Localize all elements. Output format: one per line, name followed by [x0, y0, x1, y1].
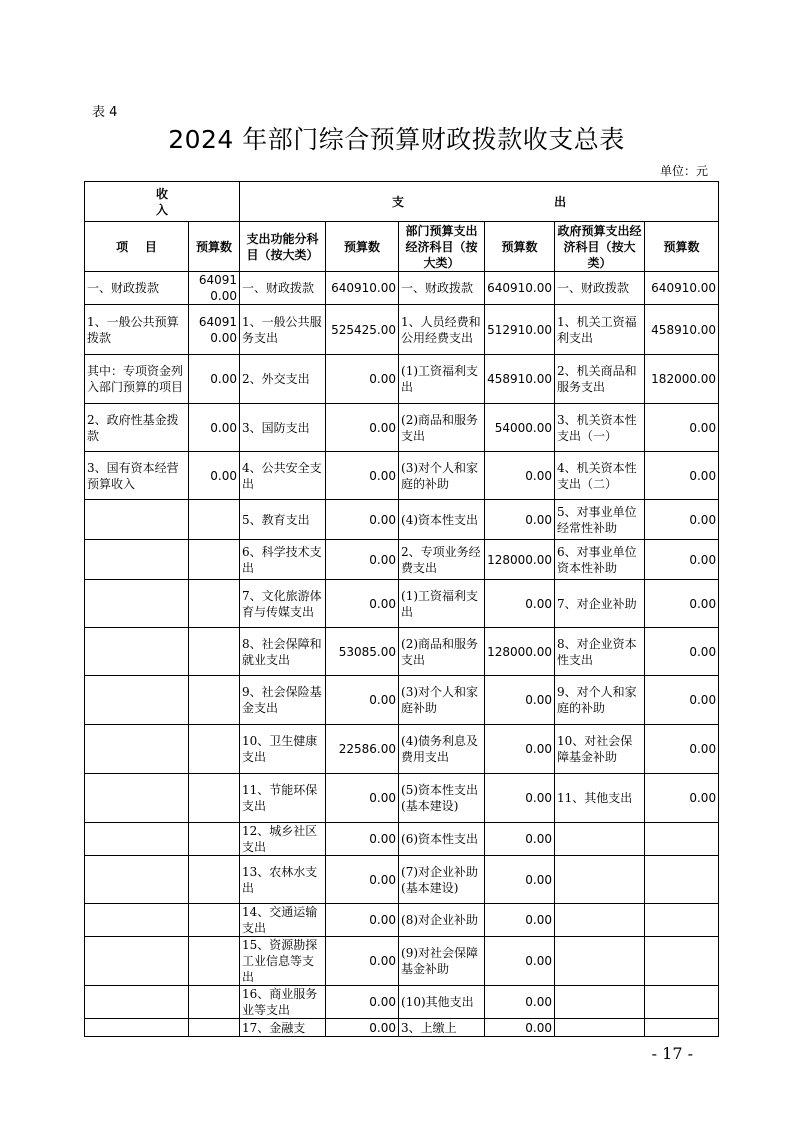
table-row	[85, 725, 719, 774]
gov-budget	[645, 823, 719, 856]
income-budget	[189, 986, 240, 1019]
func-item: 14、交通运输支出	[240, 904, 326, 937]
gov-budget: 0.00	[645, 725, 719, 774]
func-item: 11、节能环保支出	[240, 774, 326, 823]
dept-item: (1)工资福利支出	[399, 355, 485, 404]
dept-budget: 0.00	[485, 580, 555, 628]
dept-budget: 0.00	[485, 823, 555, 856]
table-row	[85, 823, 719, 856]
gov-item	[555, 904, 645, 937]
income-budget	[189, 676, 240, 725]
table-row	[85, 305, 719, 355]
dept-budget: 512910.00	[485, 305, 555, 355]
gov-item: 一、财政拨款	[555, 272, 645, 305]
dept-item: (3)对个人和家庭的补助	[399, 452, 485, 500]
dept-item: (6)资本性支出	[399, 823, 485, 856]
dept-item: (7)对企业补助(基本建设)	[399, 856, 485, 904]
dept-item: (1)工资福利支出	[399, 580, 485, 628]
income-item	[85, 580, 189, 628]
income-budget: 640910.00	[189, 272, 240, 305]
gov-budget: 0.00	[645, 500, 719, 540]
income-budget: 0.00	[189, 404, 240, 452]
gov-budget: 0.00	[645, 580, 719, 628]
table-row	[85, 904, 719, 937]
income-item	[85, 823, 189, 856]
func-budget: 0.00	[326, 823, 399, 856]
dept-budget: 0.00	[485, 676, 555, 725]
func-item: 4、公共安全支出	[240, 452, 326, 500]
gov-budget	[645, 986, 719, 1019]
func-item: 10、卫生健康支出	[240, 725, 326, 774]
gov-item: 11、其他支出	[555, 774, 645, 823]
col-budget-3: 预算数	[485, 222, 555, 272]
unit-label: 单位：元	[659, 164, 708, 178]
gov-budget: 182000.00	[645, 355, 719, 404]
col-dept-econ: 部门预算支出经济科目（按大类）	[399, 222, 485, 272]
func-budget: 0.00	[326, 540, 399, 580]
dept-item: (2)商品和服务支出	[399, 404, 485, 452]
func-budget: 22586.00	[326, 725, 399, 774]
col-func: 支出功能分科目（按大类）	[240, 222, 326, 272]
table-row	[85, 676, 719, 725]
dept-budget: 54000.00	[485, 404, 555, 452]
table-row	[85, 1019, 719, 1037]
page-title: 2024 年部门综合预算财政拨款收支总表	[168, 125, 625, 154]
gov-item: 2、机关商品和服务支出	[555, 355, 645, 404]
gov-item: 6、对事业单位资本性补助	[555, 540, 645, 580]
income-item	[85, 676, 189, 725]
dept-budget: 0.00	[485, 937, 555, 986]
income-budget	[189, 540, 240, 580]
func-item: 12、城乡社区支出	[240, 823, 326, 856]
table-row	[85, 355, 719, 404]
col-budget-1: 预算数	[189, 222, 240, 272]
gov-budget: 640910.00	[645, 272, 719, 305]
func-budget: 0.00	[326, 404, 399, 452]
func-budget: 0.00	[326, 676, 399, 725]
func-budget: 0.00	[326, 856, 399, 904]
func-budget: 0.00	[326, 1019, 399, 1037]
func-budget: 640910.00	[326, 272, 399, 305]
income-budget	[189, 856, 240, 904]
dept-budget: 0.00	[485, 774, 555, 823]
dept-budget: 0.00	[485, 500, 555, 540]
gov-item	[555, 823, 645, 856]
expense-header-right: 出	[554, 194, 567, 209]
func-item: 16、商业服务业等支出	[240, 986, 326, 1019]
gov-item: 7、对企业补助	[555, 580, 645, 628]
func-item: 2、外交支出	[240, 355, 326, 404]
expense-header	[240, 182, 719, 222]
gov-budget	[645, 856, 719, 904]
func-item: 3、国防支出	[240, 404, 326, 452]
dept-budget: 0.00	[485, 452, 555, 500]
income-budget: 640910.00	[189, 305, 240, 355]
income-item	[85, 1019, 189, 1037]
dept-budget: 640910.00	[485, 272, 555, 305]
func-item: 一、财政拨款	[240, 272, 326, 305]
gov-budget	[645, 937, 719, 986]
dept-item: 1、人员经费和公用经费支出	[399, 305, 485, 355]
func-budget: 53085.00	[326, 628, 399, 676]
func-budget: 0.00	[326, 452, 399, 500]
income-budget	[189, 823, 240, 856]
income-item: 其中：专项资金列入部门预算的项目	[85, 355, 189, 404]
gov-budget: 0.00	[645, 540, 719, 580]
gov-budget: 0.00	[645, 404, 719, 452]
table-row	[85, 774, 719, 823]
dept-budget: 128000.00	[485, 628, 555, 676]
gov-budget	[645, 904, 719, 937]
gov-budget: 458910.00	[645, 305, 719, 355]
table-row	[85, 404, 719, 452]
income-item: 1、一般公共预算拨款	[85, 305, 189, 355]
col-budget-4: 预算数	[645, 222, 719, 272]
dept-item: (5)资本性支出(基本建设)	[399, 774, 485, 823]
table-row	[85, 540, 719, 580]
func-item: 9、社会保险基金支出	[240, 676, 326, 725]
dept-budget: 0.00	[485, 856, 555, 904]
func-item: 7、文化旅游体育与传媒支出	[240, 580, 326, 628]
gov-item	[555, 986, 645, 1019]
col-budget-2: 预算数	[326, 222, 399, 272]
income-budget	[189, 774, 240, 823]
func-item: 1、一般公共服务支出	[240, 305, 326, 355]
func-budget: 525425.00	[326, 305, 399, 355]
table-row	[85, 452, 719, 500]
dept-item: (4)资本性支出	[399, 500, 485, 540]
income-item: 2、政府性基金拨款	[85, 404, 189, 452]
gov-item: 9、对个人和家庭的补助	[555, 676, 645, 725]
income-item: 一、财政拨款	[85, 272, 189, 305]
income-header: 收 入	[85, 182, 240, 222]
income-item	[85, 774, 189, 823]
gov-item: 3、机关资本性支出（一）	[555, 404, 645, 452]
table-row	[85, 500, 719, 540]
dept-budget: 458910.00	[485, 355, 555, 404]
dept-item: 3、上缴上	[399, 1019, 485, 1037]
income-item	[85, 540, 189, 580]
gov-item: 10、对社会保障基金补助	[555, 725, 645, 774]
gov-item: 5、对事业单位经常性补助	[555, 500, 645, 540]
func-item: 17、金融支	[240, 1019, 326, 1037]
dept-item: 2、专项业务经费支出	[399, 540, 485, 580]
gov-item	[555, 856, 645, 904]
func-budget: 0.00	[326, 355, 399, 404]
dept-item: (4)债务利息及费用支出	[399, 725, 485, 774]
page-number: - 17 -	[651, 1044, 693, 1063]
gov-item	[555, 1019, 645, 1037]
table-row	[85, 580, 719, 628]
table-row	[85, 628, 719, 676]
income-budget: 0.00	[189, 452, 240, 500]
gov-item: 8、对企业资本性支出	[555, 628, 645, 676]
gov-budget	[645, 1019, 719, 1037]
income-item	[85, 725, 189, 774]
income-item	[85, 904, 189, 937]
func-item: 8、社会保障和就业支出	[240, 628, 326, 676]
income-budget	[189, 628, 240, 676]
gov-budget: 0.00	[645, 774, 719, 823]
func-budget: 0.00	[326, 937, 399, 986]
table-row	[85, 986, 719, 1019]
gov-item: 4、机关资本性支出（二）	[555, 452, 645, 500]
func-budget: 0.00	[326, 904, 399, 937]
func-budget: 0.00	[326, 986, 399, 1019]
func-budget: 0.00	[326, 580, 399, 628]
dept-item: (10)其他支出	[399, 986, 485, 1019]
gov-budget: 0.00	[645, 452, 719, 500]
expense-header-left: 支	[392, 194, 405, 209]
income-budget	[189, 725, 240, 774]
income-budget	[189, 580, 240, 628]
income-budget: 0.00	[189, 355, 240, 404]
gov-budget: 0.00	[645, 628, 719, 676]
gov-item: 1、机关工资福利支出	[555, 305, 645, 355]
table-tag: 表 4	[92, 105, 118, 120]
func-item: 5、教育支出	[240, 500, 326, 540]
dept-budget: 0.00	[485, 725, 555, 774]
income-item	[85, 628, 189, 676]
income-item	[85, 500, 189, 540]
income-budget	[189, 1019, 240, 1037]
func-item: 6、科学技术支出	[240, 540, 326, 580]
table-row	[85, 937, 719, 986]
income-item: 3、国有资本经营预算收入	[85, 452, 189, 500]
dept-item: (9)对社会保障基金补助	[399, 937, 485, 986]
dept-item: (3)对个人和家庭补助	[399, 676, 485, 725]
func-budget: 0.00	[326, 500, 399, 540]
col-item: 项 目	[85, 222, 189, 272]
table-row	[85, 856, 719, 904]
dept-item: (2)商品和服务支出	[399, 628, 485, 676]
income-item	[85, 937, 189, 986]
income-item	[85, 856, 189, 904]
dept-item: 一、财政拨款	[399, 272, 485, 305]
dept-budget: 0.00	[485, 986, 555, 1019]
income-budget	[189, 500, 240, 540]
dept-budget: 0.00	[485, 904, 555, 937]
col-gov-econ: 政府预算支出经济科目（按大类）	[555, 222, 645, 272]
header-row-group	[85, 182, 719, 222]
func-item: 15、资源勘探工业信息等支出	[240, 937, 326, 986]
table-row	[85, 272, 719, 305]
income-budget	[189, 904, 240, 937]
gov-budget: 0.00	[645, 676, 719, 725]
budget-table	[84, 181, 719, 1037]
func-item: 13、农林水支出	[240, 856, 326, 904]
income-budget	[189, 937, 240, 986]
dept-budget: 128000.00	[485, 540, 555, 580]
gov-item	[555, 937, 645, 986]
func-budget: 0.00	[326, 774, 399, 823]
dept-budget: 0.00	[485, 1019, 555, 1037]
dept-item: (8)对企业补助	[399, 904, 485, 937]
income-item	[85, 986, 189, 1019]
header-row-columns	[85, 222, 719, 272]
